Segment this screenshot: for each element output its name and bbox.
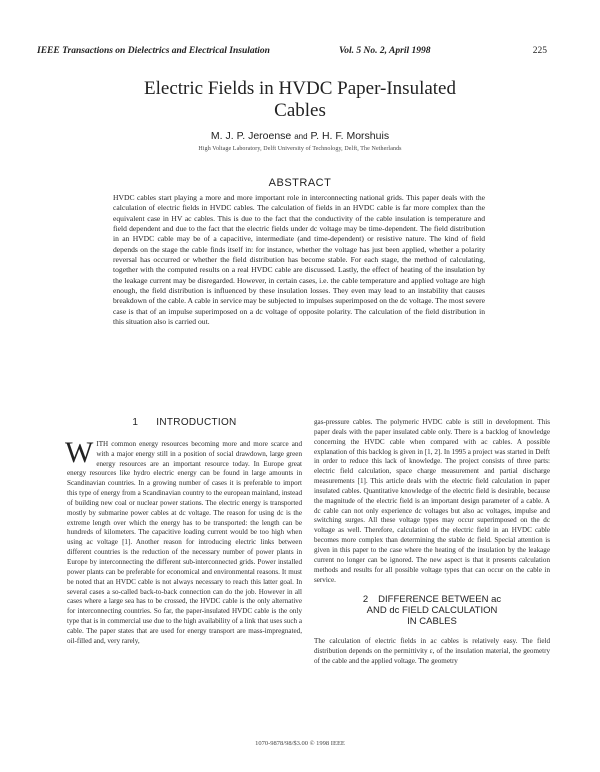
section-2-title-line-1: DIFFERENCE BETWEEN ac [378, 594, 502, 606]
section-1-text: ITH common energy resources becoming more and more scarce and with a major energy still in a position of social drawdown, large green energy resources are an important resource today. In Europe great energy resources like hydro electric energy can be found in large amounts in Scandinavian countries. In a growing number of cases it is preferable to import this type of energy from a Scandinavian country to the european mainland, instead of building new coal or nuclear power stations. The electric energy is transported mostly by submarine power cables at dc voltage. The reason for using dc is the extreme length over which the energy has to be transported: the length can be hundreds of kilometers. The capacitive loading current would be too high when using ac voltage [1]. Another reason for introducing electric links between different countries is the reduction of the necessary number of power plants in Europe by interconnecting the different sub-interconnected grids. Power installed power plants can be preferable for economical and environmental reasons. It must be noted that an HVDC cable is not always necessary to reach this latter goal. In several cases a so-called back-to-back connection can do the job. However in all cases where a large sea has to be crossed, the HVDC cable is the only alternative for interconnecting countries. So far, the paper-insulated HVDC cable is the only type that is in commercial use due to the high availability of a link that uses such a cable. The paper states that are used for energy transport are mass-impregnated, oil-filled and, very rarely, [67, 439, 302, 645]
copyright-footer: 1070-9878/98/$3.00 © 1998 IEEE [255, 740, 345, 747]
author-first: M. J. P. Jeroense [210, 130, 292, 142]
author-affiliation: High Voltage Laboratory, Delft University of Technology, Delft, The Netherlands [198, 146, 402, 152]
section-1-paragraph [65, 435, 302, 647]
running-header [37, 46, 547, 60]
section-2-title-line-3: IN CABLES [407, 616, 457, 628]
section-1-number: 1 [132, 417, 139, 428]
abstract-text: HVDC cables start playing a more and more important role in interconnecting national grids. This paper deals with the calculation of electric fields in HVDC cables. The calculation of fields in an HVDC cable is far more complex than the equivalent case in HV ac cables. This is due to the fact that the conductivity of the cable insulation is temperature and field dependent and due to the fact that the electric fields under dc voltage may be time-dependent. The field distribution in an HVDC cable may be of a capacitive, intermediate (and time-dependent) or resistive nature. The kind of field depends on the stage the cable finds itself in: for instance, whether the voltage has just been applied, whether a polarity reversal has occurred or whether the field distribution has become stable. For each stage, the method of calculating, together with the computed results on a real HVDC cable are discussed. Lastly, the effect of heating of the insulation by the leakage current may be disregarded. However, in certain cases, i.e. the cable temperature and applied voltage are high enough, the field distribution is influenced by these insulation losses. They even may lead to an instability that causes breakdown of the cable. A cable in service may be subjected to impulses superimposed on the dc voltage. The most severe case is that of an impulse superimposed on a dc voltage of opposite polarity. The calculation of the field distribution in this situation also is carried out. [113, 193, 485, 327]
author-second: P. H. F. Morshuis [310, 130, 390, 142]
section-2-number: 2 [362, 594, 369, 606]
title-line-1: Electric Fields in HVDC Paper-Insulated [144, 78, 456, 99]
drop-cap: W [65, 435, 94, 469]
paper-title [60, 78, 540, 122]
section-2-title-line-2: AND dc FIELD CALCULATION [366, 605, 498, 617]
journal-name: IEEE Transactions on Dielectrics and Electrical Insulation [37, 46, 270, 56]
page-number: 225 [532, 46, 547, 56]
right-column [314, 418, 550, 667]
section-1-continued-text: gas-pressure cables. The polymeric HVDC cable is still in development. This paper deals with the paper insulated cable only. There is a backlog of knowledge concerning the HVDC cable when compared with ac cables. A possible explanation of this backlog is given in [1, 2]. In 1995 a project was started in Delft in order to reduce this lack of knowledge. The project consists of three parts: electric field calculation, space charge measurement and partial discharge measurements [1]. This article deals with the electric field calculation in paper insulated cables. Quantitative knowledge of the electric field is desirable, because the magnitude of the electric field is an important design parameter of a cable. A dc cable can not only experience dc voltages but also ac voltages, impulse and switching surges. All these voltage types may occur superimposed on the dc voltage as well. Therefore, calculation of the electric field in an HVDC cable becomes more complex than determining the stable dc field. Special attention is given in this paper to the case where the heating of the insulation by the leakage current no longer can be ignored. The new aspect is that it presents calculation methods and results for all possible voltage types that can occur on the cable in service. [314, 418, 550, 584]
section-1-heading [67, 418, 302, 428]
volume-issue: Vol. 5 No. 2, April 1998 [339, 46, 431, 56]
abstract-heading: ABSTRACT [268, 177, 332, 189]
section-2-heading [314, 594, 550, 627]
author-conjunction: and [294, 132, 308, 141]
section-2-text: The calculation of electric fields in ac cables is relatively easy. The field distribution depends on the permittivity ε, of the insulation material, the geometry of the cable and the applied voltage. The geometry [314, 637, 550, 666]
left-column [67, 418, 302, 647]
author-list [60, 130, 540, 142]
title-line-2: Cables [274, 100, 326, 121]
section-1-title: INTRODUCTION [156, 417, 237, 428]
